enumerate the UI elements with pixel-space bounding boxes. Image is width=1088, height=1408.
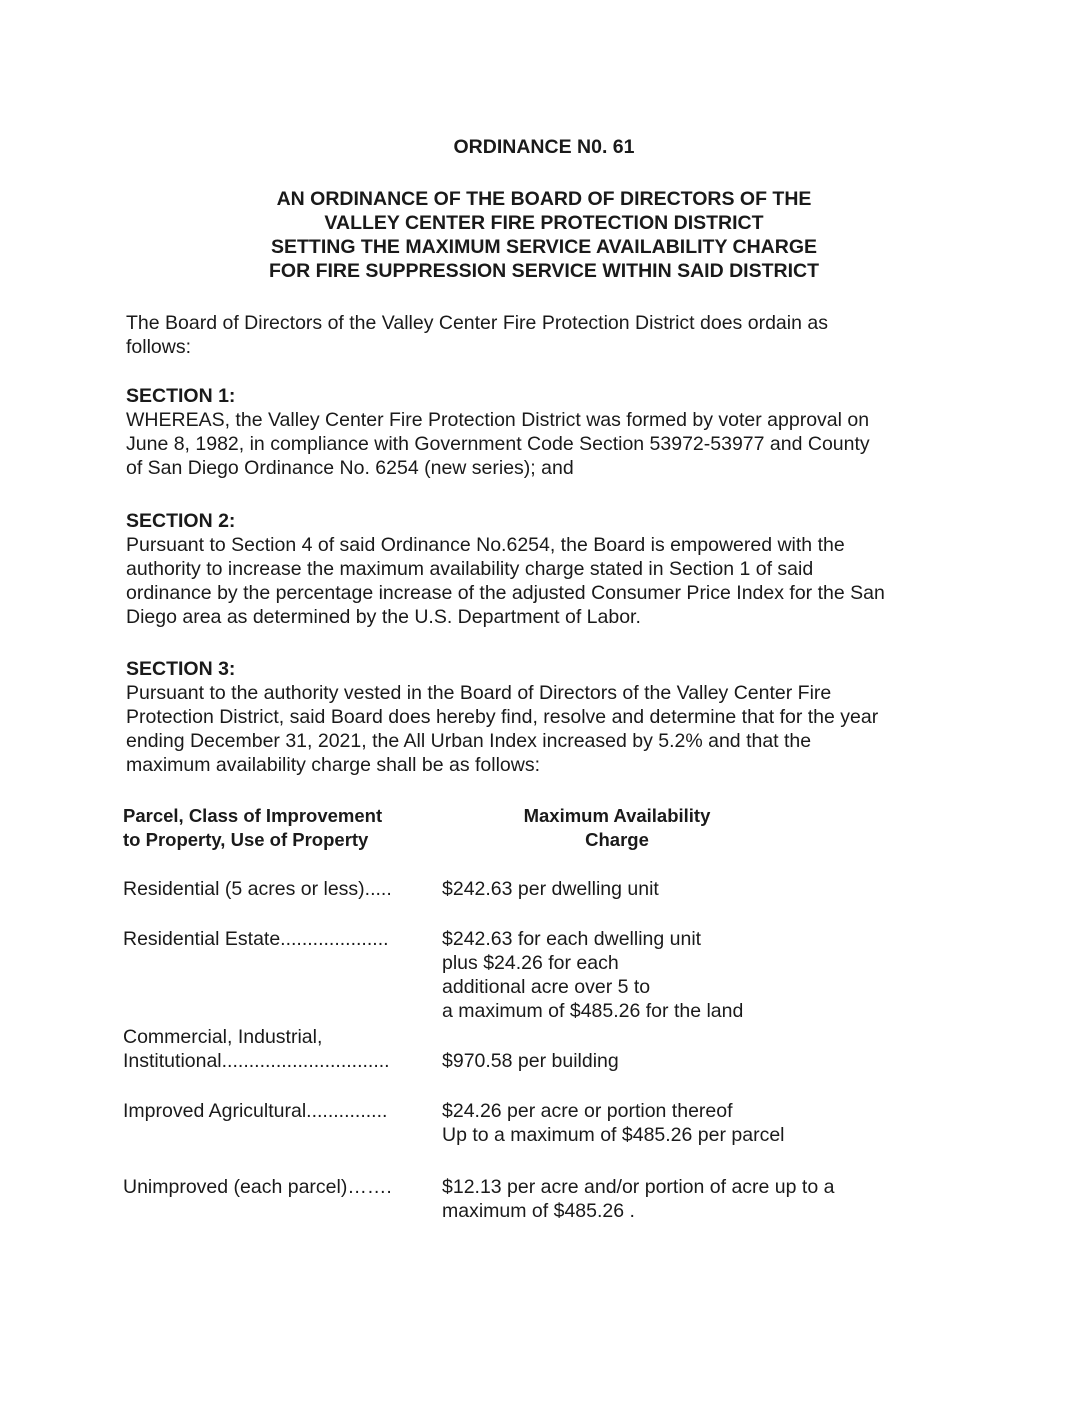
value-line: $242.63 for each dwelling unit: [442, 928, 702, 950]
section-line: authority to increase the maximum availability charge stated in Section 1 of said: [126, 558, 814, 580]
label-line: Commercial, Industrial,: [123, 1026, 323, 1048]
section-line: maximum availability charge shall be as follows:: [126, 754, 541, 776]
value-line: $242.63 per dwelling unit: [442, 878, 659, 900]
title-line: FOR FIRE SUPPRESSION SERVICE WITHIN SAID DISTRICT: [268, 260, 820, 282]
section-line: ordinance by the percentage increase of the adjusted Consumer Price Index for the San: [126, 582, 885, 604]
intro-paragraph: [126, 311, 966, 359]
row-label: [123, 927, 423, 951]
value-line: [442, 1025, 962, 1049]
header-line: to Property, Use of Property: [123, 829, 369, 850]
section-line: ending December 31, 2021, the All Urban Index increased by 5.2% and that the: [126, 730, 812, 752]
header-line: Parcel, Class of Improvement: [123, 805, 383, 826]
section-2: [126, 509, 966, 629]
section-1: [126, 384, 966, 480]
row-label: [123, 1025, 423, 1073]
row-label: [123, 1099, 423, 1123]
title-line: SETTING THE MAXIMUM SERVICE AVAILABILITY CHARGE: [270, 236, 818, 258]
section-line: of San Diego Ordinance No. 6254 (new series); and: [126, 457, 574, 479]
value-line: maximum of $485.26 .: [442, 1200, 635, 1222]
value-line: plus $24.26 for each: [442, 952, 619, 974]
row-value: [442, 1099, 962, 1147]
row-label: [123, 877, 423, 901]
value-line: $24.26 per acre or portion thereof: [442, 1100, 733, 1122]
label-line: Improved Agricultural...............: [123, 1100, 388, 1122]
row-label: [123, 1175, 423, 1199]
table-header-max-charge: [462, 804, 772, 852]
ordinance-title: [0, 187, 1088, 283]
title-line: VALLEY CENTER FIRE PROTECTION DISTRICT: [324, 212, 764, 234]
label-line: Institutional...............................: [123, 1050, 390, 1072]
row-value: [442, 1025, 962, 1073]
intro-line: The Board of Directors of the Valley Center Fire Protection District does ordain as: [126, 312, 828, 334]
value-line: a maximum of $485.26 for the land: [442, 1000, 744, 1022]
section-heading: SECTION 3:: [126, 658, 236, 680]
section-line: Protection District, said Board does hereby find, resolve and determine that for the year: [126, 706, 879, 728]
section-line: Diego area as determined by the U.S. Department of Labor.: [126, 606, 641, 628]
section-line: WHEREAS, the Valley Center Fire Protection District was formed by voter approval on: [126, 409, 870, 431]
section-heading: SECTION 1:: [126, 385, 236, 407]
section-line: June 8, 1982, in compliance with Government Code Section 53972-53977 and County: [126, 433, 870, 455]
label-line: Residential Estate....................: [123, 928, 389, 950]
value-line: Up to a maximum of $485.26 per parcel: [442, 1124, 785, 1146]
section-heading: SECTION 2:: [126, 510, 236, 532]
section-line: Pursuant to Section 4 of said Ordinance No.6254, the Board is empowered with the: [126, 534, 845, 556]
value-line: $12.13 per acre and/or portion of acre up to a: [442, 1176, 835, 1198]
section-3: [126, 657, 966, 777]
value-line: $970.58 per building: [442, 1050, 619, 1072]
header-line: Maximum Availability: [523, 805, 711, 826]
row-value: [442, 877, 962, 901]
table-header-parcel-class: [123, 804, 443, 852]
value-line: additional acre over 5 to: [442, 976, 651, 998]
title-line: AN ORDINANCE OF THE BOARD OF DIRECTORS OF THE: [276, 188, 812, 210]
ordinance-number: ORDINANCE N0. 61: [453, 136, 635, 158]
section-line: Pursuant to the authority vested in the Board of Directors of the Valley Center Fire: [126, 682, 832, 704]
row-value: [442, 927, 962, 1023]
row-value: [442, 1175, 962, 1223]
header-line: Charge: [585, 829, 649, 850]
intro-line: follows:: [126, 336, 192, 358]
label-line: Unimproved (each parcel)…….: [123, 1176, 392, 1198]
label-line: Residential (5 acres or less).....: [123, 878, 392, 900]
